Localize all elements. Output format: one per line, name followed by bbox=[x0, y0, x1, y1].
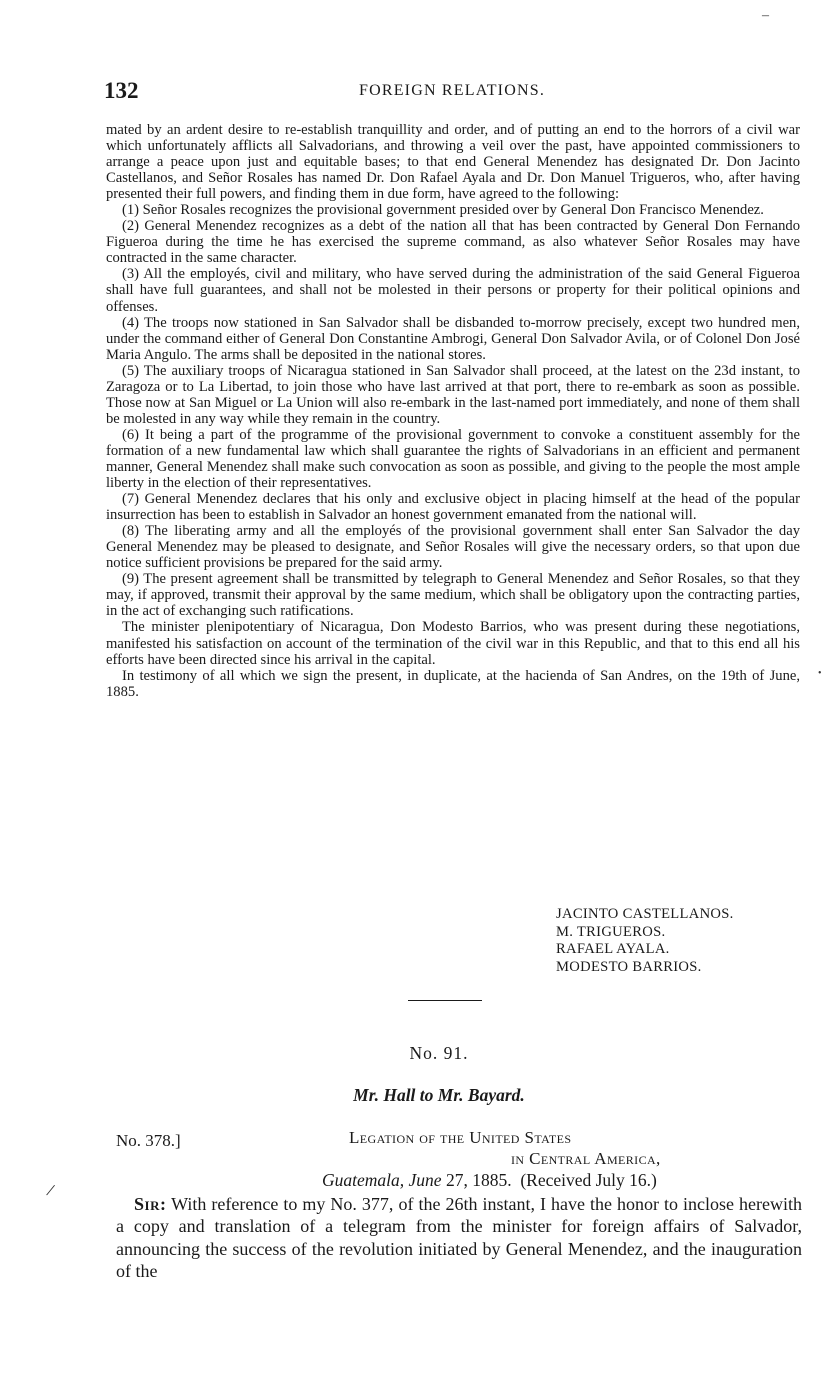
legation-line-2: in Central America, bbox=[511, 1149, 661, 1168]
page-header bbox=[104, 78, 800, 104]
document-number: No. 91. bbox=[409, 1043, 469, 1063]
date-place: Guatemala, June bbox=[322, 1170, 442, 1190]
paragraph-testimony: In testimony of all which we sign the present, in duplicate, at the hacienda of San Andres, on the 19th of June, 1885. bbox=[106, 667, 800, 700]
slash-mark: / bbox=[44, 1179, 57, 1201]
signature-block bbox=[556, 906, 734, 976]
dateline bbox=[322, 1170, 657, 1191]
article-3: (3) All the employés, civil and military, who have served during the administration of the said General Figueroa shall have full guarantees, and shall not be molested in their persons or property for their political opinions and offenses. bbox=[106, 266, 800, 315]
paragraph-intro: mated by an ardent desire to re-establish tranquillity and order, and of putting an end to the horrors of a civil war which unfortunately afflicts all Salvadorians, and throwing a veil over the past, have appointed commissioners to arrange a peace upon just and equitable bases; to that end General Menendez has designated Dr. Don Jacinto Castellanos, and Señor Rosales has named Dr. Don Rafael Ayala and Dr. Don Manuel Trigueros, who, after having presented their full powers, and finding them in due form, have agreed to the following: bbox=[106, 122, 800, 203]
dot-mark: • bbox=[818, 668, 822, 679]
salutation: Sir: bbox=[134, 1194, 167, 1214]
letter-body bbox=[116, 1193, 802, 1283]
article-7: (7) General Menendez declares that his only and exclusive object in placing himself at the head of the popular insurrection has been to establish in Salvador an honest government emanated from the national will. bbox=[106, 491, 800, 524]
date-year: 27, 1885. bbox=[441, 1170, 512, 1190]
article-5: (5) The auxiliary troops of Nicaragua stationed in San Salvador shall proceed, at the latest on the 23d instant, to Zaragoza or to La Libertad, to join those who have last arrived at that port, there to re-embark as soon as possible. Those now at San Miguel or La Union will also re-embark in the last-named port immediately, and none of them shall be molested in any way while they remain in the country. bbox=[106, 362, 800, 427]
dash-mark: – bbox=[762, 8, 769, 23]
legation-line-1: Legation of the United States bbox=[349, 1128, 572, 1147]
article-4: (4) The troops now stationed in San Salvador shall be disbanded to-morrow precisely, except two hundred men, under the command either of General Don Constantine Ambrogi, General Don Salvador Avila, or of Colonel Don José Maria Angulo. The arms shall be deposited in the national stores. bbox=[106, 314, 800, 363]
signatory: M. TRIGUEROS. bbox=[556, 923, 666, 940]
paragraph-minister: The minister plenipotentiary of Nicaragua, Don Modesto Barrios, who was present during these negotiations, manifested his satisfaction on account of the termination of the civil war in this Republic, and that to this end all his efforts have been directed since his arrival in the capital. bbox=[106, 619, 800, 668]
article-6: (6) It being a part of the programme of the provisional government to convoke a constituent assembly for the formation of a new fundamental law which shall guarantee the rights of Salvadorians in an efficient and permanent manner, General Menendez shall make such convocation as soon as possible, and giving to the people the most ample liberty in the election of their representatives. bbox=[106, 426, 800, 492]
signatory: RAFAEL AYALA. bbox=[556, 941, 670, 957]
signatory: MODESTO BARRIOS. bbox=[556, 958, 702, 975]
signatory: JACINTO CASTELLANOS. bbox=[556, 906, 734, 922]
document-title: Mr. Hall to Mr. Bayard. bbox=[353, 1085, 525, 1105]
article-2: (2) General Menendez recognizes as a debt of the nation all that has been contracted by General Don Fernando Figueroa during the time he has exercised the supreme command, as also whatever Señor Rosales may have contracted in the same character. bbox=[106, 218, 800, 267]
running-head: FOREIGN RELATIONS. bbox=[358, 82, 546, 99]
letter-text: With reference to my No. 377, of the 26th instant, I have the honor to inclose herewith a copy and translation of a telegram from the minister for foreign affairs of Salvador, announcing the success of the revolution initiated by General Menendez, and the inauguration of the bbox=[116, 1194, 802, 1282]
article-9: (9) The present agreement shall be transmitted by telegraph to General Menendez and Señor Rosales, so that they may, if approved, transmit their approval by the same medium, which shall be obligatory upon the contracting parties, in the act of exchanging such ratifications. bbox=[106, 571, 800, 620]
received-note: (Received July 16.) bbox=[520, 1170, 657, 1190]
despatch-number: No. 378.] bbox=[116, 1131, 181, 1150]
section-divider bbox=[408, 1000, 482, 1001]
article-1: (1) Señor Rosales recognizes the provisional government presided over by General Don Francisco Menendez. bbox=[122, 202, 764, 219]
agreement-text bbox=[106, 122, 800, 700]
page-number: 132 bbox=[104, 78, 139, 103]
article-8: (8) The liberating army and all the employés of the provisional government shall enter San Salvador the day General Menendez may be pleased to designate, and Señor Rosales will give the necessary orders, so that upon due notice sufficient provisions be prepared for the said army. bbox=[106, 523, 800, 572]
